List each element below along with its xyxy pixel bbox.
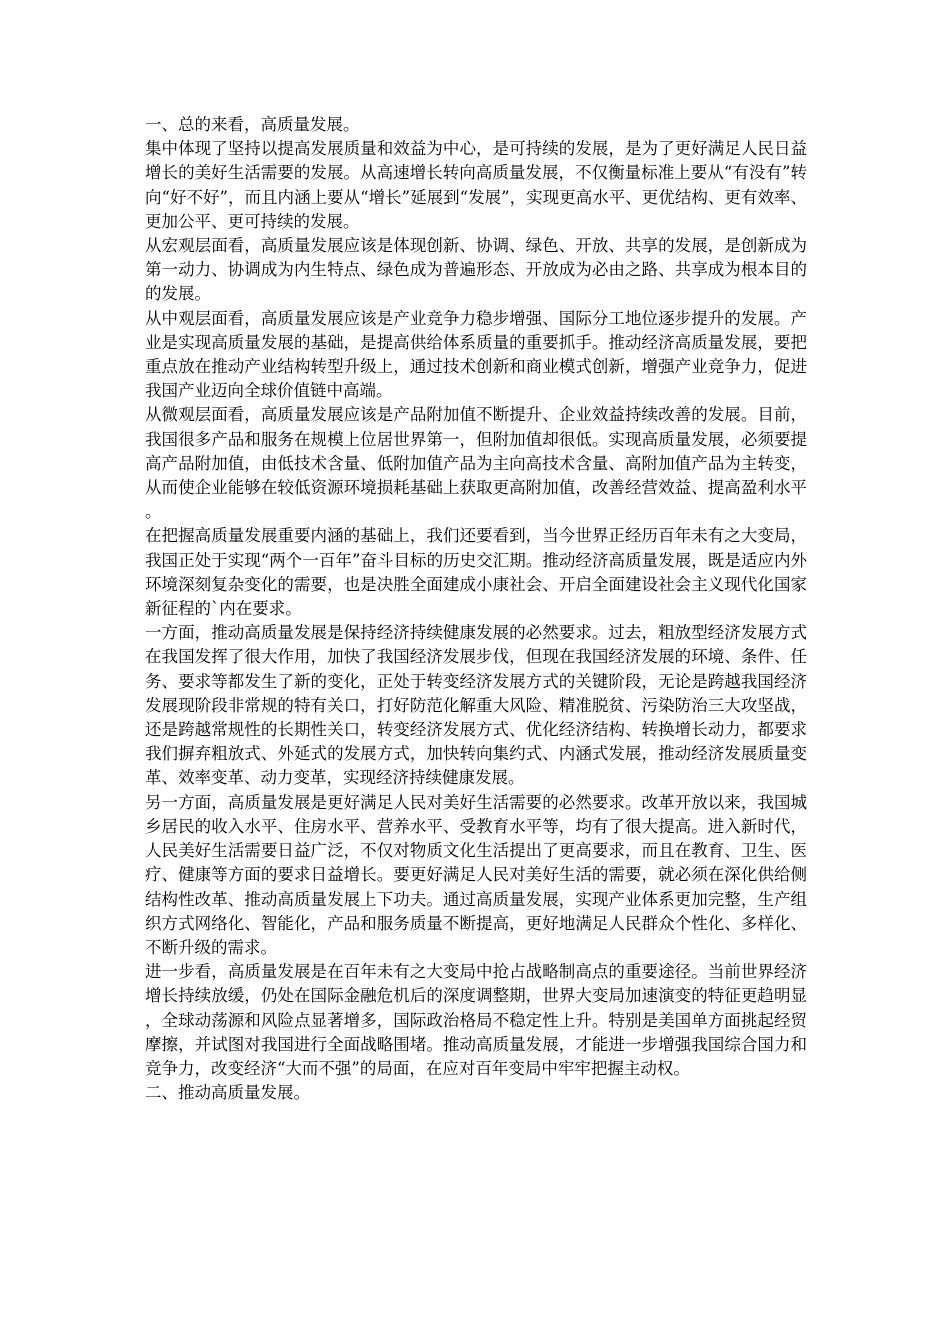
document-page xyxy=(145,113,807,1105)
section-heading-2: 二、推动高质量发展。 xyxy=(145,1083,310,1103)
paragraph-on-other-hand: 另一方面，高质量发展是更好满足人民对美好生活需要的必然要求。改革开放以来，我国城乡居民的收入水平、住房水平、营养水平、受教育水平等，均有了很大提高。进入新时代，人民美好生活需要日益广泛，不仅对物质文化生活提出了更高要求，而且在教育、卫生、医疗、健康等方面的要求日益增长。要更好满足人民对美好生活的需要，就必须在深化供给侧结构性改革、推动高质量发展上下功夫。通过高质量发展，实现产业体系更加完整，生产组织方式网络化、智能化，产品和服务质量不断提高，更好地满足人民群众个性化、多样化、不断升级的需求。 xyxy=(145,792,807,957)
paragraph-macro-level: 从宏观层面看，高质量发展应该是体现创新、协调、绿色、开放、共享的发展，是创新成为第一动力、协调成为内生特点、绿色成为普遍形态、开放成为必由之路、共享成为根本目的的发展。 xyxy=(145,236,807,304)
paragraph-micro-level: 从微观层面看，高质量发展应该是产品附加值不断提升、企业效益持续改善的发展。目前，我国很多产品和服务在规模上位居世界第一，但附加值却很低。实现高质量发展，必须要提高产品附加值，由低技术含量、低附加值产品为主向高技术含量、高附加值产品为主转变，从而使企业能够在较低资源环境损耗基础上获取更高附加值，改善经营效益、提高盈利水平。 xyxy=(145,405,807,522)
paragraph-context: 在把握高质量发展重要内涵的基础上，我们还要看到，当今世界正经历百年未有之大变局，我国正处于实现“两个一百年”奋斗目标的历史交汇期。推动经济高质量发展，既是适应内外环境深刻复杂变化的需要，也是决胜全面建成小康社会、开启全面建设社会主义现代化国家新征程的`内在要求。 xyxy=(145,526,807,619)
section-heading-1: 一、总的来看，高质量发展。 xyxy=(145,115,360,134)
paragraph-on-one-hand: 一方面，推动高质量发展是保持经济持续健康发展的必然要求。过去，粗放型经济发展方式在我国发挥了很大作用，加快了我国经济发展步伐，但现在我国经济发展的环境、条件、任务、要求等都发生了新的变化，正处于转变经济发展方式的关键阶段，无论是跨越我国经济发展现阶段非常规的特有关口，打好防范化解重大风险、精准脱贫、污染防治三大攻坚战，还是跨越常规性的长期性关口，转变经济发展方式、优化经济结构、转换增长动力，都要求我们摒弃粗放式、外延式的发展方式，加快转向集约式、内涵式发展，推动经济发展质量变革、效率变革、动力变革，实现经济持续健康发展。 xyxy=(145,623,807,788)
paragraph-meso-level: 从中观层面看，高质量发展应该是产业竞争力稳步增强、国际分工地位逐步提升的发展。产业是实现高质量发展的基础，是提高供给体系质量的重要抓手。推动经济高质量发展，要把重点放在推动产业结构转型升级上，通过技术创新和商业模式创新，增强产业竞争力，促进我国产业迈向全球价值链中高端。 xyxy=(145,308,807,401)
paragraph-further: 进一步看，高质量发展是在百年未有之大变局中抢占战略制高点的重要途径。当前世界经济增长持续放缓，仍处在国际金融危机后的深度调整期，世界大变局加速演变的特征更趋明显，全球动荡源和风险点显著增多，国际政治格局不稳定性上升。特别是美国单方面挑起经贸摩擦，并试图对我国进行全面战略围堵。推动高质量发展，才能进一步增强我国综合国力和竞争力，改变经济“大而不强”的局面，在应对百年变局中牢牢把握主动权。 xyxy=(145,962,807,1078)
paragraph-overview: 集中体现了坚持以提高发展质量和效益为中心，是可持续的发展，是为了更好满足人民日益增长的美好生活需要的发展。从高速增长转向高质量发展，不仅衡量标准上要从“有没有”转向“好不好”，而且内涵上要从“增长”延展到“发展”，实现更高水平、更优结构、更有效率、更加公平、更可持续的发展。 xyxy=(145,139,807,231)
